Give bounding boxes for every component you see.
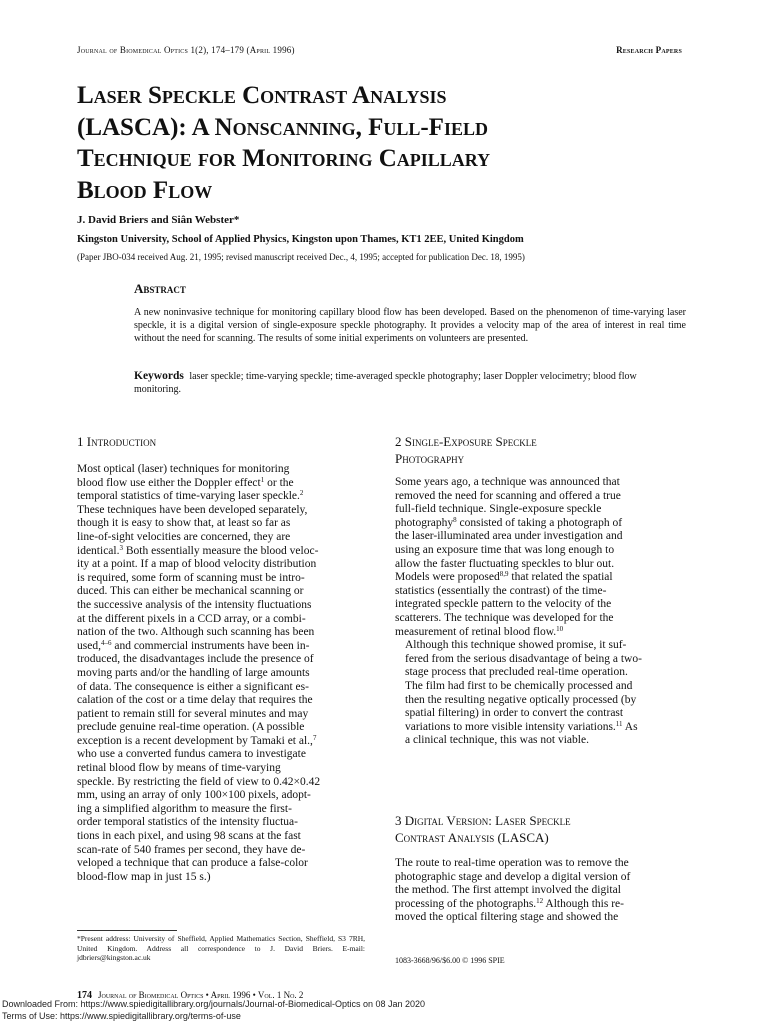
text-line: veloped a technique that can produce a false-color: [77, 857, 308, 870]
text-line: moved the optical filtering stage and showed the: [395, 911, 619, 924]
text-line: full-field technique. Single-exposure speckle: [395, 503, 602, 516]
citation: 7: [312, 733, 317, 742]
abstract-text: A new noninvasive technique for monitoring capillary blood flow has been developed. Based on the phenomenon of time-varying laser speckle, it is a digital version of single-exposure speckle photography. It provides a velocity map of the area of interest in real time without the need for scanning. The results of some initial experiments on volunteers are presented.: [134, 307, 686, 344]
text-line: retinal blood flow by means of time-varying: [77, 762, 281, 775]
text-line: moving parts and/or the handling of large amounts: [77, 666, 310, 679]
copyright-notice: 1083-3668/96/$6.00 © 1996 SPIE: [395, 956, 505, 965]
text-line: troduced, the disadvantages include the presence of: [77, 653, 314, 666]
text-line: exception is a recent development by Tamaki et al.,$^7$: [77, 733, 317, 747]
text-line: is required, some form of scanning must be intro-: [77, 571, 305, 584]
title-line: (LASCA): A Nonscanning, Full-Field: [77, 113, 488, 141]
footer-journal: Journal of Biomedical Optics • April 1996 • Vol. 1 No. 2: [98, 990, 304, 1000]
text-line: photography$^8$ consisted of taking a photograph of: [395, 515, 623, 529]
text-line: scatterers. The technique was developed for the: [395, 611, 614, 624]
text-line: The film had first to be chemically processed and: [405, 679, 633, 692]
text-line: integrated speckle pattern to the velocity of the: [395, 598, 612, 611]
section-heading-digital-version: 3 Digital Version: Laser Speckle Contrast Analysis (LASCA): [395, 813, 571, 845]
text-line: temporal statistics of time-varying laser speckle.$^2$: [77, 489, 304, 503]
text-line: mm, using an array of only 100×100 pixels, adopt-: [77, 789, 311, 802]
text-line: line-of-sight velocities are concerned, they are: [77, 530, 291, 543]
running-header-section: Research Papers: [616, 45, 682, 55]
text-line: of data. The consequence is either a significant es-: [77, 680, 309, 693]
text-line: The route to real-time operation was to remove the: [395, 857, 629, 869]
section-heading-introduction: 1 Introduction: [77, 434, 157, 449]
title-line: Laser Speckle Contrast Analysis: [77, 82, 447, 109]
text-line: at the different pixels in a CCD array, or a combi-: [77, 612, 306, 625]
text-line: a clinical technique, this was not viable.: [405, 734, 589, 747]
text-line: the successive analysis of the intensity fluctuations: [77, 598, 312, 611]
introduction-body: [77, 463, 364, 884]
text-line: Some years ago, a technique was announced that: [395, 476, 620, 488]
keywords-text: laser speckle; time-varying speckle; time-averaged speckle photography; laser Doppler velocimetry; blood flow monitoring.: [134, 371, 637, 395]
footnote-divider: [77, 930, 177, 931]
citation: 8: [453, 515, 457, 524]
citation: 12: [536, 896, 544, 905]
title-line: Blood Flow: [77, 176, 213, 204]
text-line: the laser-illuminated area under investigation and: [395, 530, 623, 543]
text-line: order temporal statistics of the intensity fluctua-: [77, 816, 298, 829]
text-line: variations to more visible intensity variations.$^{11}$ As: [405, 719, 638, 733]
text-line: fered from the serious disadvantage of being a two-: [405, 652, 642, 665]
text-line: blood-flow map in just 15 s.): [77, 870, 211, 883]
section-3-body: [395, 857, 682, 925]
text-line: stage process that precluded real-time operation.: [405, 666, 628, 679]
text-line: the method. The first attempt involved the digital: [395, 884, 621, 897]
citation: 10: [556, 624, 564, 633]
text-line: patient to remain still for several minutes and may: [77, 707, 309, 720]
download-notice: Downloaded From: https://www.spiedigitallibrary.org/journals/Journal-of-Biomedical-Optics on 08 Jan 2020: [2, 999, 426, 1009]
authors: J. David Briers and Siân Webster*: [77, 214, 240, 226]
text-line: identical.$^3$ Both essentially measure the blood veloc-: [77, 543, 319, 557]
keywords-label: Keywords: [134, 370, 184, 382]
citation: 11: [615, 719, 623, 728]
text-line: using an exposure time that was long enough to: [395, 543, 615, 556]
text-line: Models were proposed$^{8,9}$ that related the spatial: [395, 570, 613, 584]
text-line: allow the faster fluctuating speckles to blur out.: [395, 557, 615, 570]
text-line: then the resulting negative optically processed (by: [405, 693, 637, 706]
text-line: spatial filtering) in order to convert the contrast: [405, 707, 624, 720]
text-line: Most optical (laser) techniques for monitoring: [77, 463, 290, 475]
text-line: duced. This can either be mechanical scanning or: [77, 585, 304, 598]
text-line: nation of the two. Although such scanning has been: [77, 626, 315, 639]
text-line: blood flow use either the Doppler effect$^1$ or the: [77, 475, 294, 489]
citation: 4–6: [100, 638, 112, 647]
paper-title: [77, 80, 687, 206]
text-line: used,$^{4-6}$ and commercial instruments have been in-: [77, 638, 310, 652]
text-line: preclude genuine real-time operation. (A possible: [77, 721, 305, 734]
citation: 8,9: [499, 570, 509, 579]
text-line: ity at a point. If a map of blood velocity distribution: [77, 558, 317, 571]
citation: 1: [260, 475, 265, 484]
text-line: who use a converted fundus camera to investigate: [77, 748, 306, 761]
text-line: Although this technique showed promise, it suf-: [405, 639, 627, 652]
section-2-body: [395, 476, 682, 748]
text-line: scan-rate of 540 frames per second, they have de-: [77, 843, 306, 856]
keywords: [134, 370, 686, 396]
abstract-heading: Abstract: [134, 281, 186, 296]
text-line: These techniques have been developed separately,: [77, 503, 308, 516]
citation: 3: [119, 543, 123, 552]
affiliation: Kingston University, School of Applied Physics, Kingston upon Thames, KT1 2EE, United Kingdom: [77, 234, 524, 245]
text-line: ing a simplified algorithm to measure the first-: [77, 802, 292, 815]
text-line: photographic stage and develop a digital version of: [395, 870, 631, 883]
page-number: 174: [77, 990, 92, 1001]
section-heading-single-exposure: 2 Single-Exposure Speckle Photography: [395, 434, 537, 466]
footnote: *Present address: University of Sheffield, Applied Mathematics Section, Sheffield, S3 7RH, United Kingdom. Address all correspondence to J. David Briers. E-mail: jdbriers@kingston.ac.uk: [77, 934, 365, 963]
text-line: though it is easy to show that, at least so far as: [77, 517, 291, 530]
text-line: measurement of retinal blood flow.$^{10}$: [395, 624, 564, 638]
terms-of-use-notice: Terms of Use: https://www.spiedigitallibrary.org/terms-of-use: [2, 1011, 241, 1021]
running-header-journal: Journal of Biomedical Optics 1(2), 174–179 (April 1996): [77, 45, 295, 55]
text-line: calation of the cost or a time delay that requires the: [77, 694, 313, 707]
text-line: speckle. By restricting the field of view to 0.42×0.42: [77, 775, 321, 788]
citation: 2: [299, 489, 304, 498]
text-line: processing of the photographs.$^{12}$ Although this re-: [395, 896, 624, 910]
text-line: tions in each pixel, and using 98 scans at the fast: [77, 830, 301, 843]
paper-received-info: (Paper JBO-034 received Aug. 21, 1995; revised manuscript received Dec., 4, 1995; accepted for publication Dec. 18, 1995): [77, 252, 525, 262]
text-line: statistics (essentially the contrast) of the time-: [395, 584, 607, 597]
text-line: removed the need for scanning and offered a true: [395, 489, 621, 502]
title-line: Technique for Monitoring Capillary: [77, 145, 491, 172]
